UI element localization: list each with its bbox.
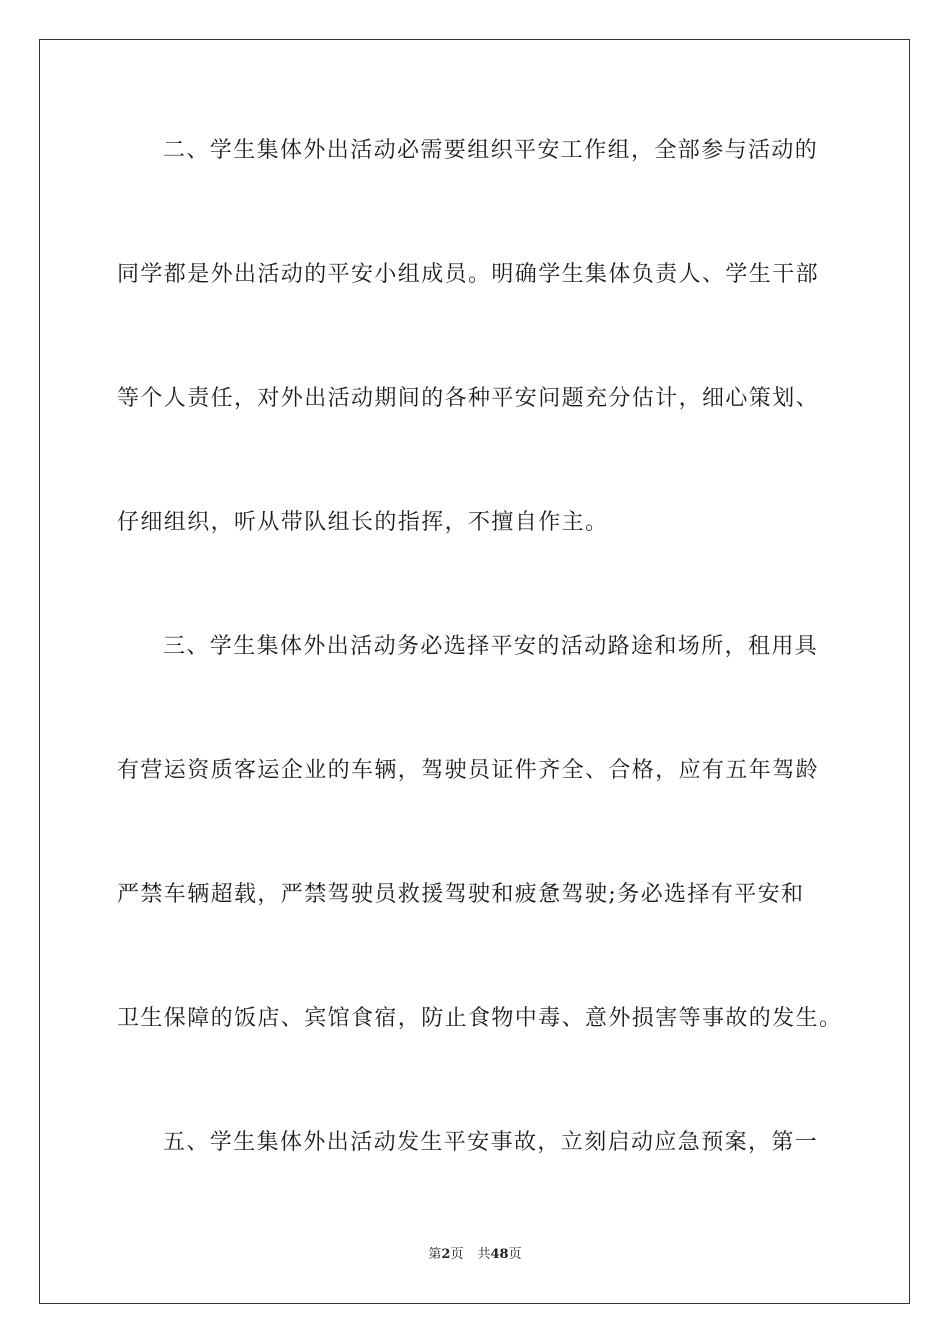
total-suffix: 页 (508, 1247, 522, 1262)
page-prefix: 第 (428, 1247, 442, 1262)
paragraph-3-line-3: 严禁车辆超载，严禁驾驶员救援驾驶和疲惫驾驶;务必选择有平安和 (117, 882, 805, 907)
paragraph-5-line-1: 五、学生集体外出活动发生平安事故，立刻启动应急预案，第一 (163, 1130, 819, 1155)
page-frame (39, 39, 910, 1304)
page-number: 2 (441, 1247, 451, 1262)
total-pages: 48 (490, 1247, 509, 1262)
page-footer (0, 1246, 950, 1264)
total-prefix: 共 (477, 1247, 491, 1262)
paragraph-2-line-3: 等个人责任，对外出活动期间的各种平安问题充分估计，细心策划、 (117, 386, 820, 411)
paragraph-2-line-1: 二、学生集体外出活动必需要组织平安工作组，全部参与活动的 (163, 138, 819, 163)
paragraph-2-line-4: 仔细组织，听从带队组长的指挥，不擅自作主。 (117, 510, 609, 535)
paragraph-3-line-1: 三、学生集体外出活动务必选择平安的活动路途和场所，租用具 (163, 634, 819, 659)
page-suffix: 页 (450, 1247, 464, 1262)
paragraph-3-line-4: 卫生保障的饭店、宾馆食宿，防止食物中毒、意外损害等事故的发生。 (117, 1006, 843, 1031)
paragraph-2-line-2: 同学都是外出活动的平安小组成员。明确学生集体负责人、学生干部 (117, 262, 820, 287)
paragraph-3-line-2: 有营运资质客运企业的车辆，驾驶员证件齐全、合格，应有五年驾龄 (117, 758, 820, 783)
